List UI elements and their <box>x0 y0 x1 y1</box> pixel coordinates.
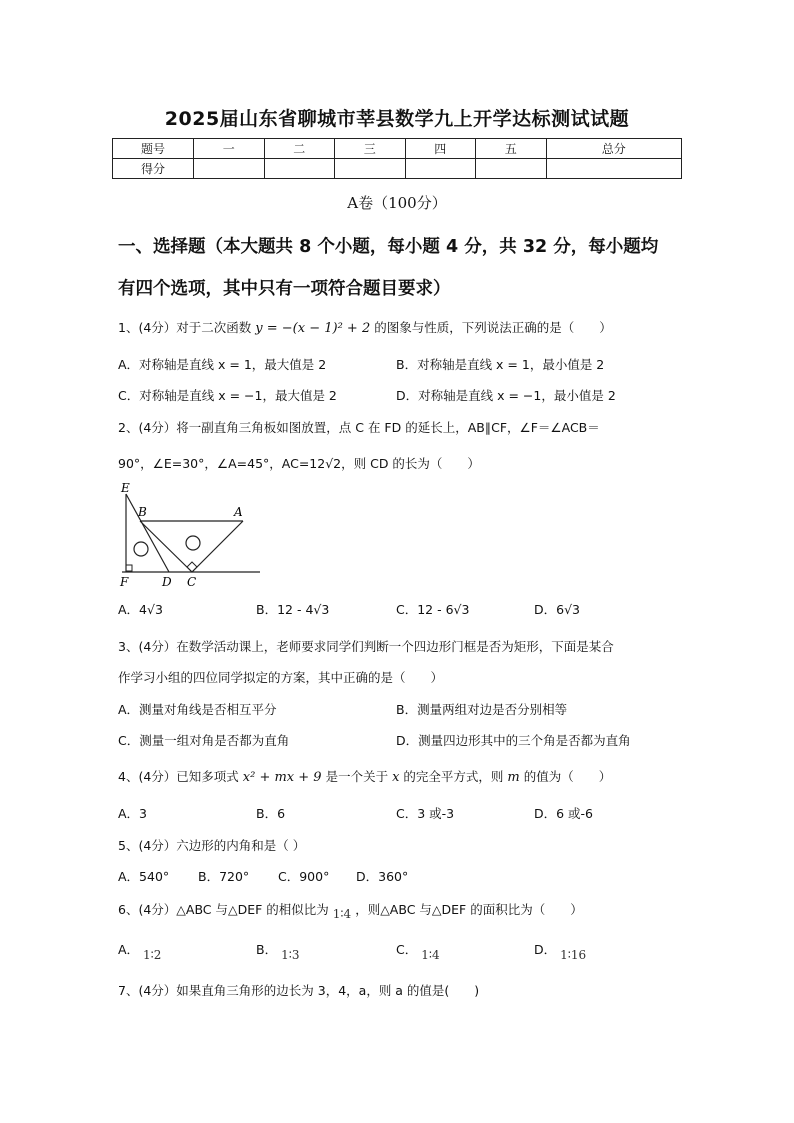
label-f: F <box>120 575 129 589</box>
score-cell <box>335 159 406 179</box>
label-c: C <box>187 575 197 589</box>
score-header-cell: 一 <box>194 139 265 159</box>
q4-middle: 是一个关于 <box>325 769 389 784</box>
q2-option-d[interactable]: D．6√3 <box>534 602 580 617</box>
q6-prefix: 6、(4分）△ABC 与△DEF 的相似比为 <box>118 902 329 917</box>
q4-prefix: 4、(4分）已知多项式 <box>118 769 239 784</box>
q4-option-a[interactable]: A．3 <box>118 806 148 821</box>
q4-var-m: m <box>507 770 520 785</box>
q3-option-b[interactable]: B．测量两组对边是否分别相等 <box>396 702 568 717</box>
question-4 <box>118 767 611 785</box>
question-3-line-2: 作学习小组的四位同学拟定的方案，其中正确的是（ ） <box>118 670 444 685</box>
question-3-line-1: 3、(4分）在数学活动课上，老师要求同学们判断一个四边形门框是否为矩形，下面是某合 <box>118 639 614 654</box>
q4-suffix: 的值为（ ） <box>523 769 612 784</box>
question-5: 5、(4分）六边形的内角和是（ ） <box>118 838 306 853</box>
question-2-line-1: 2、(4分）将一副直角三角板如图放置，点 C 在 FD 的延长上，AB∥CF，∠F＝∠ACB＝ <box>118 420 600 435</box>
q6-option-c-value: 1∶4 <box>421 948 440 962</box>
triangle-hole-circle <box>134 542 148 556</box>
score-header-cell: 五 <box>476 139 547 159</box>
q5-option-d[interactable]: D．360° <box>356 869 409 884</box>
q1-suffix: 的图象与性质，下列说法正确的是（ ） <box>374 320 612 335</box>
question-1 <box>118 318 612 336</box>
q6-option-b[interactable] <box>256 940 300 962</box>
score-row-label: 得分 <box>113 159 194 179</box>
q5-option-b[interactable]: B．720° <box>198 869 250 884</box>
q6-option-d-value: 1∶16 <box>560 948 587 962</box>
q4-option-c[interactable]: C．3 或-3 <box>396 806 455 821</box>
q6-option-c-label: C． <box>396 942 418 957</box>
label-e: E <box>121 481 130 495</box>
q1-option-c[interactable]: C．对称轴是直线 x = −1，最大值是 2 <box>118 388 337 403</box>
q6-ratio: 1∶4 <box>332 907 352 921</box>
q3-option-c[interactable]: C．测量一组对角是否都为直角 <box>118 733 290 748</box>
q3-option-d[interactable]: D．测量四边形其中的三个角是否都为直角 <box>396 733 631 748</box>
score-cell <box>264 159 335 179</box>
label-a: A <box>234 505 243 519</box>
q2-option-c[interactable]: C．12 - 6√3 <box>396 602 470 617</box>
exam-title: 2025届山东省聊城市莘县数学九上开学达标测试试题 <box>164 108 630 130</box>
score-header-cell: 四 <box>405 139 476 159</box>
q6-option-a-value: 1∶2 <box>143 948 162 962</box>
q6-option-b-value: 1∶3 <box>281 948 300 962</box>
q6-option-a-label: A． <box>118 942 140 957</box>
label-b: B <box>138 505 147 519</box>
q1-option-a[interactable]: A．对称轴是直线 x = 1，最大值是 2 <box>118 357 327 372</box>
score-cell <box>546 159 682 179</box>
score-header-cell: 三 <box>335 139 406 159</box>
q1-option-d[interactable]: D．对称轴是直线 x = −1，最小值是 2 <box>396 388 616 403</box>
q6-option-b-label: B． <box>256 942 278 957</box>
q4-middle-2: 的完全平方式，则 <box>403 769 504 784</box>
question-7: 7、(4分）如果直角三角形的边长为 3，4，a，则 a 的值是( ) <box>118 983 480 998</box>
score-table-score-row <box>113 159 682 179</box>
q6-option-d[interactable] <box>534 940 587 962</box>
score-header-cell: 二 <box>264 139 335 159</box>
q4-formula: x² + mx + 9 <box>242 770 322 785</box>
score-cell <box>194 159 265 179</box>
score-header-cell: 总分 <box>546 139 682 159</box>
question-6 <box>118 900 583 921</box>
score-cell <box>405 159 476 179</box>
right-angle-c <box>187 562 197 572</box>
q4-var-x: x <box>392 770 400 785</box>
q2-option-b[interactable]: B．12 - 4√3 <box>256 602 330 617</box>
q6-suffix: ，则△ABC 与△DEF 的面积比为（ ） <box>355 902 583 917</box>
q6-option-d-label: D． <box>534 942 557 957</box>
part-heading-line-2: 有四个选项，其中只有一项符合题目要求） <box>118 279 451 299</box>
part-heading-line-1: 一、选择题（本大题共 8 个小题，每小题 4 分，共 32 分，每小题均 <box>118 237 659 257</box>
q2-triangle-figure <box>112 478 272 590</box>
q4-option-b[interactable]: B．6 <box>256 806 286 821</box>
q1-formula: y = −(x − 1)² + 2 <box>255 321 371 336</box>
q5-option-a[interactable]: A．540° <box>118 869 170 884</box>
q4-option-d[interactable]: D．6 或-6 <box>534 806 594 821</box>
edge-ed <box>126 494 169 572</box>
score-header-cell: 题号 <box>113 139 194 159</box>
score-cell <box>476 159 547 179</box>
q5-option-c[interactable]: C．900° <box>278 869 330 884</box>
q2-option-a[interactable]: A．4√3 <box>118 602 163 617</box>
score-table <box>112 138 682 179</box>
q3-option-a[interactable]: A．测量对角线是否相互平分 <box>118 702 277 717</box>
score-table-header-row <box>113 139 682 159</box>
question-2-line-2: 90°，∠E=30°，∠A=45°，AC=12√2，则 CD 的长为（ ） <box>118 456 480 471</box>
q6-option-c[interactable] <box>396 940 440 962</box>
right-angle-f <box>126 565 132 571</box>
q1-prefix: 1、(4分）对于二次函数 <box>118 320 252 335</box>
triangle-hole-circle <box>186 536 200 550</box>
q1-option-b[interactable]: B．对称轴是直线 x = 1，最小值是 2 <box>396 357 605 372</box>
section-heading: A卷（100分） <box>347 194 447 212</box>
label-d: D <box>162 575 172 589</box>
q6-option-a[interactable] <box>118 940 162 962</box>
